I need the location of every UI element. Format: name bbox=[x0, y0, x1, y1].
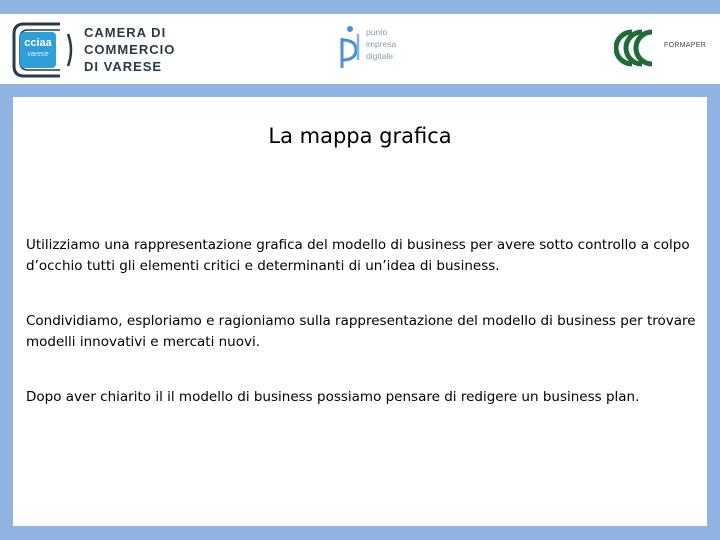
cciaa-line-2: COMMERCIO bbox=[84, 42, 176, 57]
punto-line-2: impresa bbox=[366, 39, 397, 49]
formaper-rings-icon bbox=[614, 28, 658, 68]
pid-mark-icon bbox=[336, 24, 364, 70]
paragraph-1: Utilizziamo una rappresentazione grafica del modello di business per avere sotto controllo a colpo d’occhio tutti gli elementi critici e determinanti di un’idea di business. bbox=[26, 237, 690, 274]
slide-title: La mappa grafica bbox=[268, 124, 452, 148]
cciaa-badge-main: cciaa bbox=[24, 37, 52, 49]
paragraph-2: Condividiamo, esploriamo e ragioniamo sulla rappresentazione del modello di business per trovare modelli innovativi e mercati nuovi. bbox=[26, 313, 696, 350]
cciaa-badge-sub: varese bbox=[27, 51, 49, 58]
formaper-label: FORMAPER bbox=[664, 42, 707, 49]
slide-content bbox=[13, 97, 707, 526]
punto-line-1: punto bbox=[366, 27, 388, 37]
cciaa-badge bbox=[20, 32, 56, 68]
formaper-logo bbox=[614, 28, 714, 68]
cciaa-wordmark bbox=[84, 24, 175, 75]
punto-line-3: digitale bbox=[366, 51, 393, 61]
paragraph-3: Dopo aver chiarito il il modello di business possiamo pensare di redigere un business plan. bbox=[26, 389, 640, 405]
cciaa-line-3: DI VARESE bbox=[84, 59, 163, 74]
punto-impresa-digitale-logo bbox=[336, 24, 426, 74]
punto-wordmark bbox=[366, 26, 396, 62]
camera-di-commercio-logo bbox=[12, 20, 182, 80]
cciaa-line-1: CAMERA DI bbox=[84, 25, 167, 40]
header-bar bbox=[0, 14, 720, 84]
